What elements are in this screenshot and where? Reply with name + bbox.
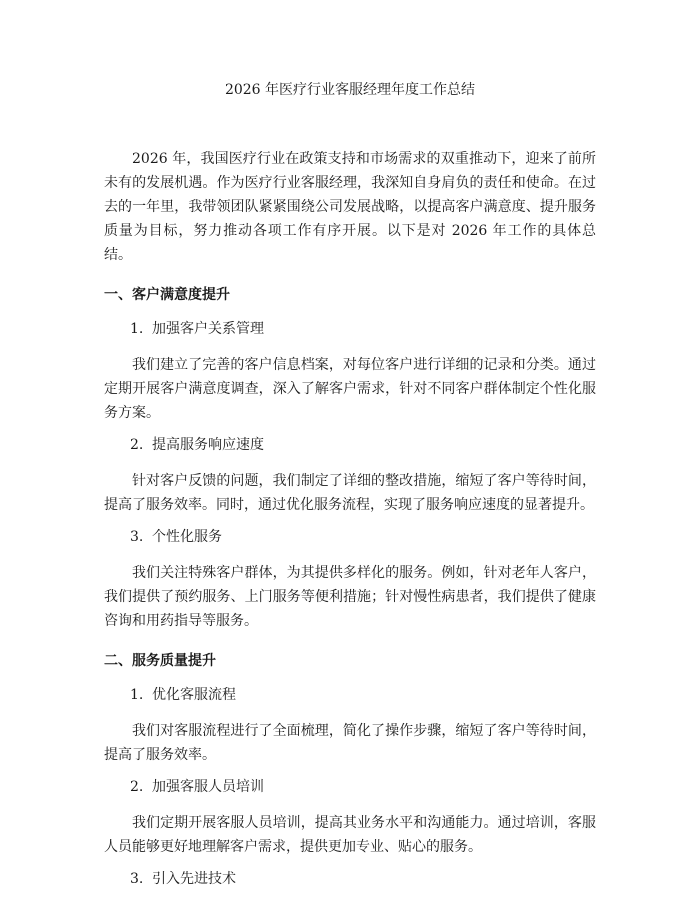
subheading-number: 2. — [130, 779, 144, 795]
subheading-1-3 — [104, 527, 596, 547]
subheading-number: 3. — [130, 529, 144, 545]
subheading-1-1 — [104, 319, 596, 339]
subheading-1-2 — [104, 435, 596, 455]
intro-paragraph: 2026 年，我国医疗行业在政策支持和市场需求的双重推动下，迎来了前所未有的发展机遇。作为医疗行业客服经理，我深知自身肩负的责任和使命。在过去的一年里，我带领团队紧紧围绕公司发展战略，以提高客户满意度、提升服务质量为目标，努力推动各项工作有序开展。以下是对 2026 年工作的具体总结。 — [104, 151, 596, 263]
subheading-number: 2. — [130, 437, 144, 453]
subheading-text: 提高服务响应速度 — [152, 437, 264, 453]
subheading-2-1 — [104, 685, 596, 705]
subheading-text: 加强客服人员培训 — [152, 779, 264, 795]
body-paragraph-1-1: 我们建立了完善的客户信息档案，对每位客户进行详细的记录和分类。通过定期开展客户满意度调查，深入了解客户需求，针对不同客户群体制定个性化服务方案。 — [104, 357, 596, 421]
subheading-text: 引入先进技术 — [152, 871, 236, 887]
subheading-number: 1. — [130, 687, 144, 703]
body-paragraph-2-2: 我们定期开展客服人员培训，提高其业务水平和沟通能力。通过培训，客服人员能够更好地理解客户需求，提供更加专业、贴心的服务。 — [104, 815, 596, 855]
subheading-text: 加强客户关系管理 — [152, 321, 264, 337]
body-paragraph-2-1: 我们对客服流程进行了全面梳理，简化了操作步骤，缩短了客户等待时间，提高了服务效率。 — [104, 723, 596, 763]
subheading-2-2 — [104, 777, 596, 797]
subheading-number: 1. — [130, 321, 144, 337]
body-paragraph-1-2: 针对客户反馈的问题，我们制定了详细的整改措施，缩短了客户等待时间，提高了服务效率。同时，通过优化服务流程，实现了服务响应速度的显著提升。 — [104, 473, 596, 513]
section-heading-1: 一、客户满意度提升 — [104, 287, 230, 303]
subheading-text: 个性化服务 — [152, 529, 222, 545]
body-paragraph-1-3: 我们关注特殊客户群体，为其提供多样化的服务。例如，针对老年人客户，我们提供了预约服务、上门服务等便利措施；针对慢性病患者，我们提供了健康咨询和用药指导等服务。 — [104, 565, 596, 629]
subheading-2-3 — [104, 869, 596, 889]
subheading-number: 3. — [130, 871, 144, 887]
section-heading-2: 二、服务质量提升 — [104, 653, 216, 669]
subheading-text: 优化客服流程 — [152, 687, 236, 703]
document-title: 2026 年医疗行业客服经理年度工作总结 — [224, 82, 476, 98]
